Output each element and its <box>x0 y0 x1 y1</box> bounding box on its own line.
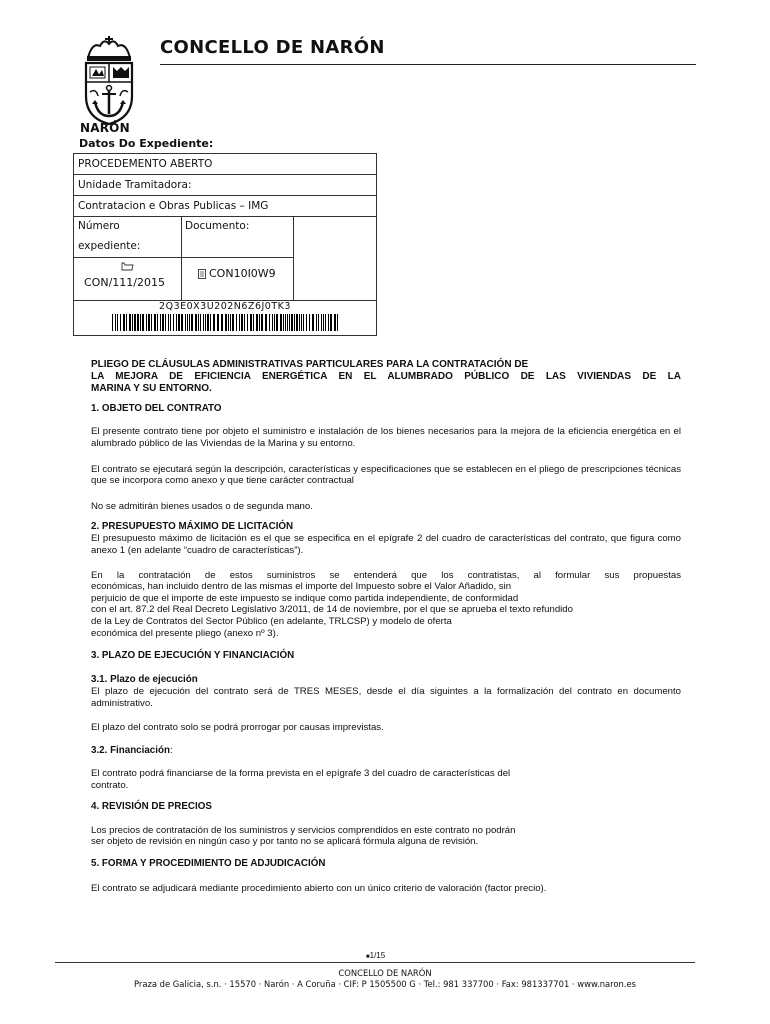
barcode-bar <box>176 314 177 331</box>
unit-value-row <box>74 196 376 217</box>
section-1-heading: 1. OBJETO DEL CONTRATO <box>91 403 222 415</box>
barcode-bar <box>162 314 164 331</box>
number-value: CON/111/2015 <box>84 276 165 289</box>
document-value: CON10I0W9 <box>209 267 276 280</box>
barcode-bar <box>259 314 260 331</box>
barcode-bar <box>198 314 199 331</box>
barcode-bar <box>160 314 161 331</box>
s2-p2-line: con el art. 87.2 del Real Decreto Legislativo 3/2011, de 14 de noviembre, por el que se aprueba el texto refundido <box>91 604 573 616</box>
barcode-bar <box>168 314 169 331</box>
page-number-text: 1/15 <box>369 951 386 960</box>
barcode-bar <box>112 314 113 331</box>
unit-value: Contratacion e Obras Publicas – IMG <box>78 200 269 212</box>
barcode-bar <box>236 314 237 331</box>
s2-p2-line: económica del presente pliego (anexo nº 3). <box>91 627 279 639</box>
barcode-bar <box>230 314 231 331</box>
barcode-bar <box>170 314 171 331</box>
s2-p2-line: de la Ley de Contratos del Sector Público (en adelante, TRLCSP) y modelo de oferta <box>91 615 452 627</box>
section-4-paragraph <box>91 825 681 848</box>
barcode-bar <box>221 314 223 331</box>
s2-p2-line: En la contratación de estos suministros se entenderá que los contratistas, al formular sus propuestas <box>91 569 681 581</box>
unit-label: Unidade Tramitadora: <box>78 179 192 191</box>
barcode-bar <box>289 314 290 331</box>
barcode-bar <box>312 314 314 331</box>
barcode-bar <box>285 314 286 331</box>
barcode-bar <box>241 314 243 331</box>
section-3-1-paragraph-2: El plazo del contrato solo se podrá prorrogar por causas imprevistas. <box>91 722 384 734</box>
barcode-bar <box>117 314 118 331</box>
barcode-bar <box>265 314 267 331</box>
document-icon <box>198 269 207 279</box>
barcode-bar <box>269 314 270 331</box>
barcode-bar <box>306 314 307 331</box>
barcode-bar <box>165 314 166 331</box>
barcode-bar <box>132 314 133 331</box>
barcode-bar <box>154 314 156 331</box>
barcode-bar <box>129 314 131 331</box>
barcode-bar <box>195 314 197 331</box>
barcode-bar <box>191 314 193 331</box>
barcode-bar <box>276 314 278 331</box>
barcode-bar <box>115 314 116 331</box>
barcode-bar <box>148 314 150 331</box>
barcode-bar <box>253 314 254 331</box>
barcode-bar <box>213 314 215 331</box>
crest-caption: NARÓN <box>80 121 130 135</box>
section-2-paragraph-1: El presupuesto máximo de licitación es el que se especifica en el epígrafe 2 del cuadro de características del contrato, que figura como anexo 1 (en adelante “cuadro de características”). <box>91 533 681 556</box>
naron-crest-logo <box>78 36 140 134</box>
section-3-2-heading: 3.2. Financiación <box>91 744 170 756</box>
footer-address: Praza de Galicia, s.n. · 15570 · Narón · A Coruña · CIF: P 1505500 G · Tel.: 981 337700 · Fax: 981337701 · www.naron.es <box>133 979 637 989</box>
cell-divider <box>74 257 293 258</box>
barcode-text: 2Q3E0X3U202N6Z6J0TK3 <box>159 301 291 312</box>
barcode-bar <box>239 314 240 331</box>
procedure-row <box>74 154 376 175</box>
expediente-box <box>73 153 377 336</box>
section-1-paragraph-2: El contrato se ejecutará según la descripción, características y especificaciones que se establecen en el pliego de prescripciones técnicas que se incorpora como anexo y que tiene carácter contractual <box>91 463 681 487</box>
folder-icon <box>121 261 134 271</box>
barcode-bar <box>337 314 338 331</box>
barcode-bar <box>321 314 322 331</box>
barcode-bar <box>185 314 186 331</box>
s2-p2-line: económicas, han incluido dentro de las mismas el importe del Impuesto sobre el Valor Añadido, sin <box>91 581 512 593</box>
document-body <box>91 359 681 894</box>
barcode-bar <box>303 314 304 331</box>
section-3-2-heading-row <box>91 745 681 757</box>
barcode-bar <box>299 314 300 331</box>
barcode-bar <box>178 314 180 331</box>
barcode-image <box>112 314 340 331</box>
section-3-2-colon: : <box>169 744 173 756</box>
doc-title-line1: PLIEGO DE CLÁUSULAS ADMINISTRATIVAS PARTICULARES PARA LA CONTRATACIÓN DE <box>91 359 529 370</box>
section-4-heading: 4. REVISIÓN DE PRECIOS <box>91 800 212 812</box>
s32-line: contrato. <box>91 780 129 792</box>
barcode-bar <box>225 314 227 331</box>
procedure-text: PROCEDEMENTO ABERTO <box>78 158 213 170</box>
barcode-bar <box>217 314 219 331</box>
barcode-bar <box>203 314 204 331</box>
document-label: Documento: <box>185 220 250 232</box>
barcode-bar <box>123 314 125 331</box>
barcode-bar <box>205 314 206 331</box>
barcode-bar <box>200 314 201 331</box>
section-3-heading: 3. PLAZO DE EJECUCIÓN Y FINANCIACIÓN <box>91 650 295 662</box>
barcode-bar <box>187 314 188 331</box>
s32-line: El contrato podrá financiarse de la forma prevista en el epígrafe 3 del cuadro de características del <box>91 768 511 780</box>
barcode-bar <box>181 314 183 331</box>
barcode-bar <box>318 314 319 331</box>
barcode-bar <box>296 314 298 331</box>
number-label-1: Número <box>78 220 120 232</box>
barcode-bar <box>232 314 234 331</box>
barcode-bar <box>146 314 147 331</box>
org-title: CONCELLO DE NARÓN <box>160 37 385 58</box>
cell-divider <box>181 217 182 301</box>
doc-title-line2: LA MEJORA DE EFICIENCIA ENERGÉTICA EN EL ALUMBRADO PÚBLICO DE LAS VIVIENDAS DE LA <box>91 370 681 382</box>
barcode-bar <box>301 314 302 331</box>
barcode-bar <box>207 314 209 331</box>
doc-title-line3: MARINA Y SU ENTORNO. <box>91 382 212 394</box>
section-2-paragraph-2 <box>91 570 681 640</box>
barcode-bar <box>274 314 275 331</box>
cell-divider <box>293 217 294 301</box>
barcode-bar <box>244 314 245 331</box>
s4-line: ser objeto de revisión en ningún caso y por tanto no se aplicará fórmula alguna de revisión. <box>91 836 479 848</box>
barcode-bar <box>323 314 324 331</box>
barcode-bar <box>325 314 326 331</box>
section-1-paragraph-1: El presente contrato tiene por objeto el suministro e instalación de los bienes necesarios para la mejora de la eficiencia energética en el alumbrado público de las Viviendas de la Marina y su entorno. <box>91 426 681 449</box>
barcode-bar <box>291 314 293 331</box>
section-5-heading: 5. FORMA Y PROCEDIMIENTO DE ADJUDICACIÓN <box>91 857 326 869</box>
s2-p2-line: perjuicio de que el importe de este impuesto se indique como partida independiente, de conformidad <box>91 592 519 604</box>
barcode-bar <box>157 314 158 331</box>
footer-org-name: CONCELLO DE NARÓN <box>338 968 432 978</box>
section-5-paragraph-1: El contrato se adjudicará mediante procedimiento abierto con un único criterio de valoración (factor precio). <box>91 882 547 894</box>
barcode-bar <box>280 314 282 331</box>
barcode-bar <box>247 314 248 331</box>
number-label-2: expediente: <box>78 240 141 252</box>
barcode-bar <box>316 314 317 331</box>
barcode-bar <box>228 314 229 331</box>
unit-label-row <box>74 175 376 196</box>
barcode-bar <box>294 314 295 331</box>
barcode-bar <box>210 314 211 331</box>
page-number: ■1/15 <box>366 951 386 960</box>
expediente-heading: Datos Do Expediente: <box>79 137 214 150</box>
section-3-1-heading: 3.1. Plazo de ejecución <box>91 674 198 686</box>
barcode-bar <box>173 314 174 331</box>
footer-divider <box>55 962 695 963</box>
section-1-paragraph-3: No se admitirán bienes usados o de segunda mano. <box>91 500 313 512</box>
barcode-bar <box>330 314 332 331</box>
barcode-bar <box>140 314 141 331</box>
section-2-heading: 2. PRESUPUESTO MÁXIMO DE LICITACIÓN <box>91 521 294 533</box>
s4-line: Los precios de contratación de los suministros y servicios comprendidos en este contrato no podrán <box>91 824 516 836</box>
barcode-bar <box>137 314 139 331</box>
barcode-bar <box>283 314 284 331</box>
barcode-bar <box>151 314 152 331</box>
section-3-1-paragraph-1: El plazo de ejecución del contrato será de TRES MESES, desde el día siguintes a la formalización del contrato en documento administrativo. <box>91 686 681 709</box>
header-divider <box>160 64 696 65</box>
barcode-bar <box>142 314 144 331</box>
barcode-bar <box>328 314 329 331</box>
barcode-bar <box>250 314 252 331</box>
barcode-bar <box>126 314 127 331</box>
barcode-bar <box>334 314 336 331</box>
section-3-2-paragraph <box>91 768 681 791</box>
barcode-bar <box>261 314 263 331</box>
barcode-bar <box>272 314 273 331</box>
barcode-bar <box>189 314 190 331</box>
barcode-bar <box>256 314 258 331</box>
barcode-bar <box>134 314 136 331</box>
barcode-bar <box>309 314 310 331</box>
barcode-bar <box>287 314 288 331</box>
barcode-bar <box>120 314 121 331</box>
